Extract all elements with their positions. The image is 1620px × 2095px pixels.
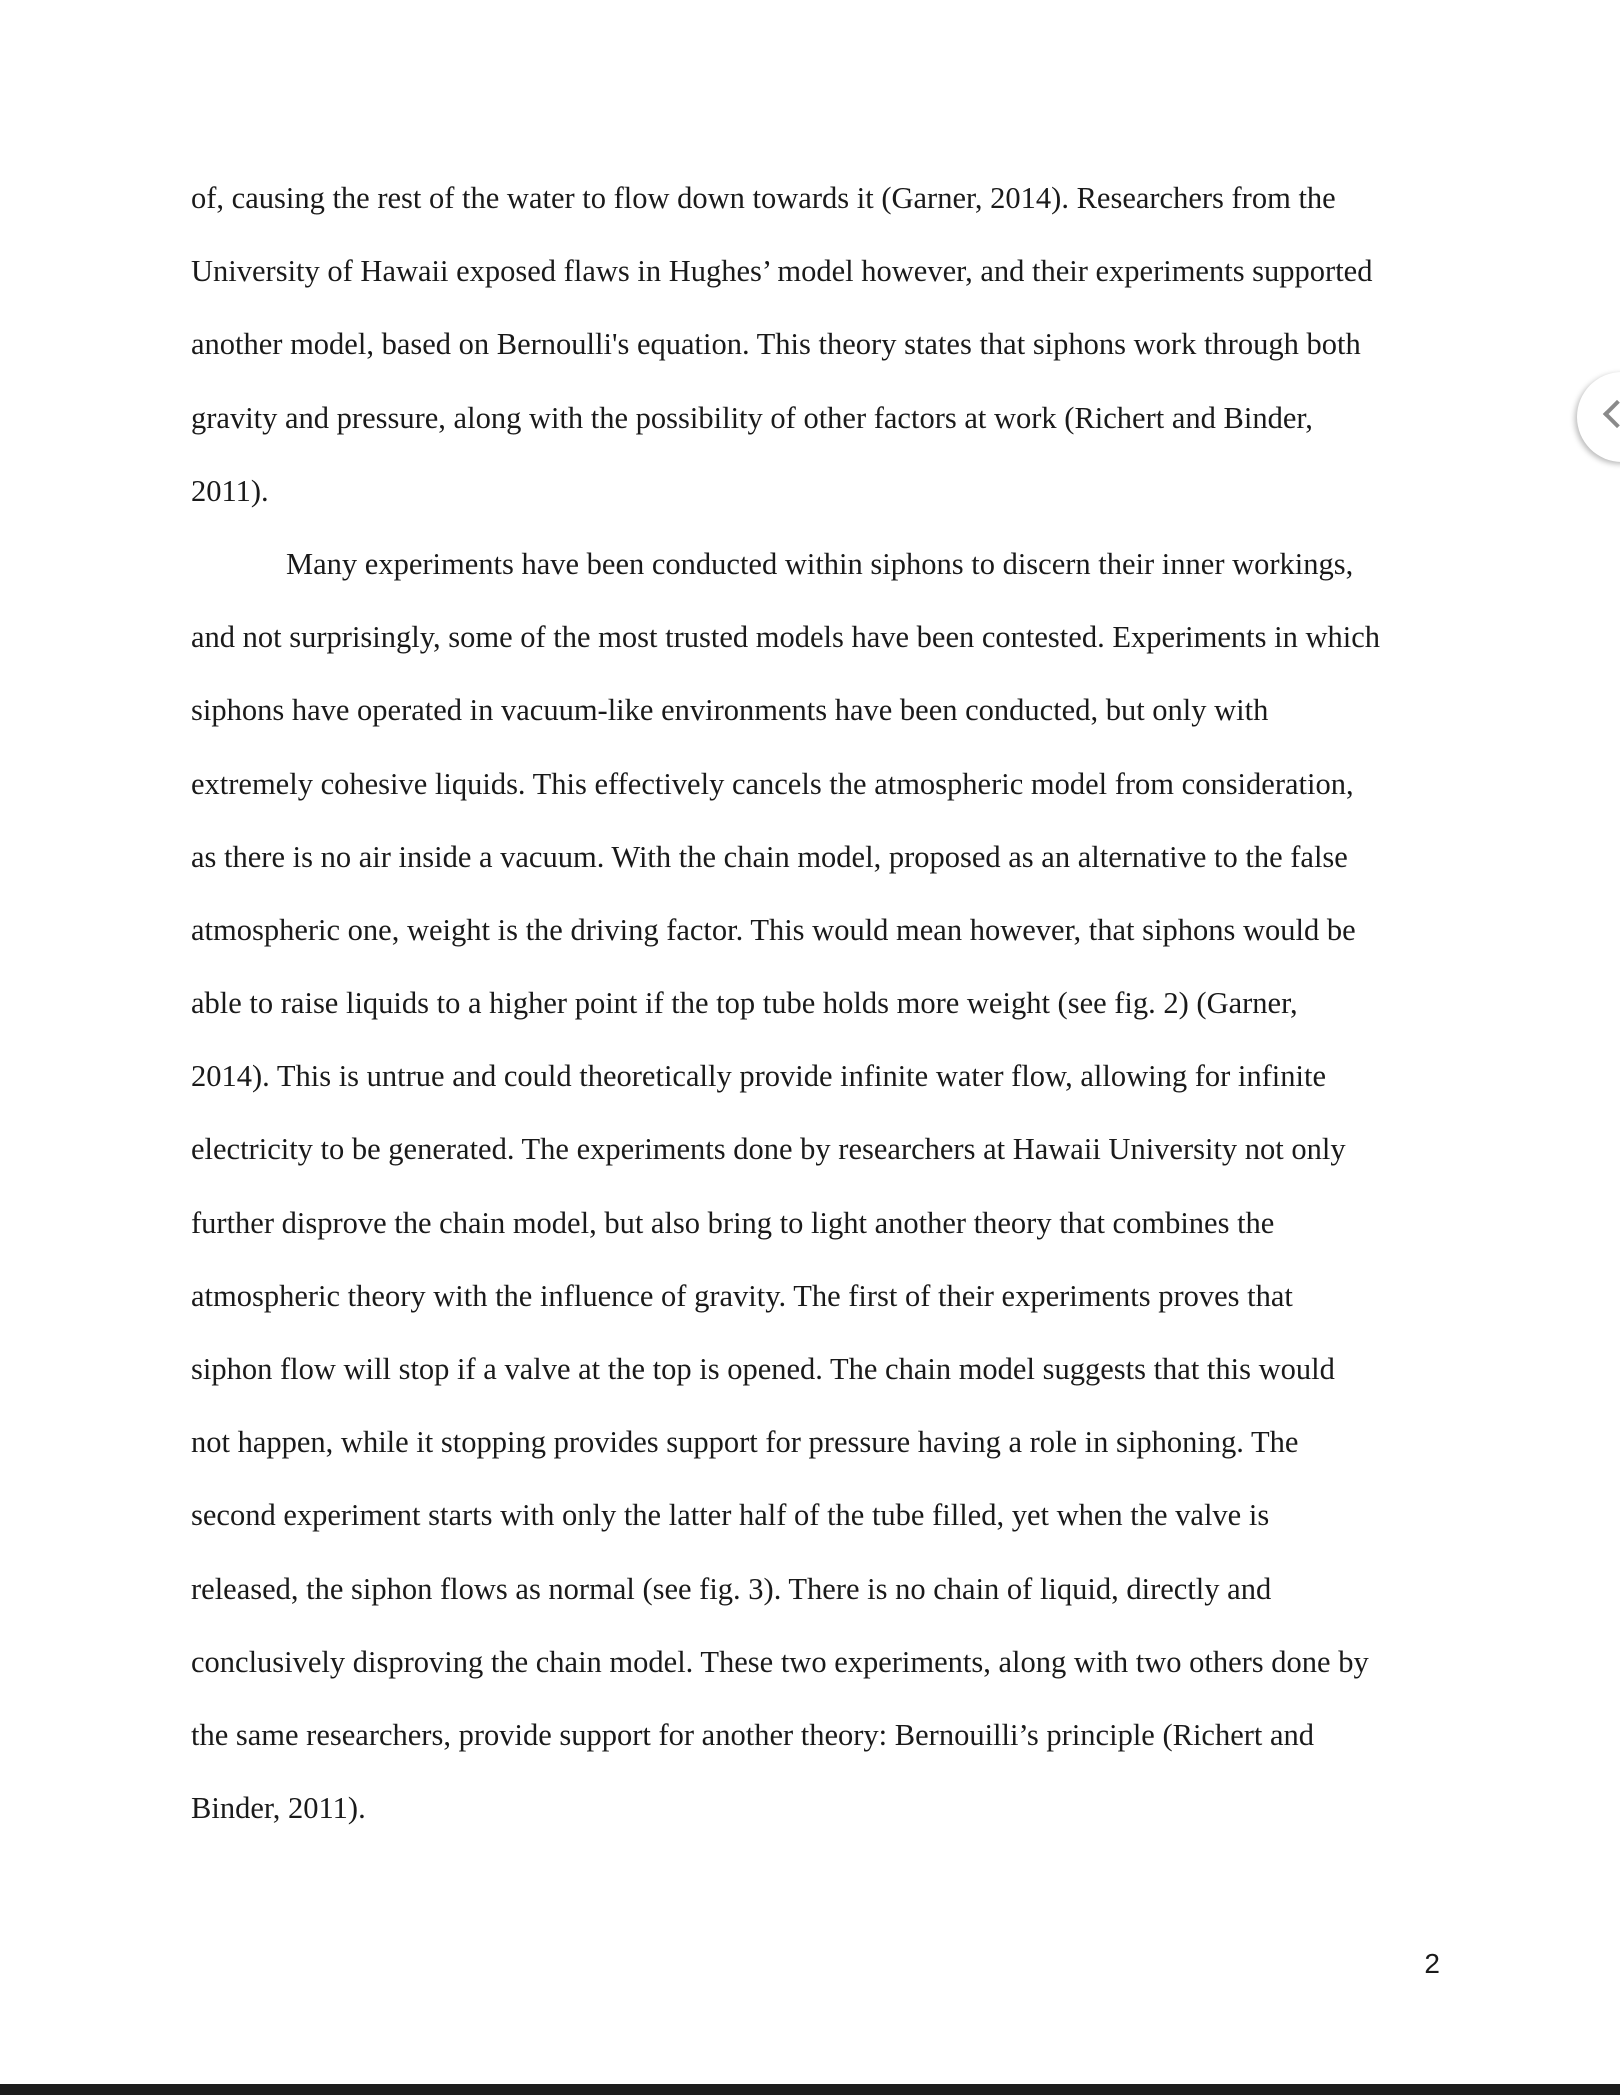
text-line: as there is no air inside a vacuum. With the chain model, proposed as an alternative to the false [191,839,1348,874]
text-line: another model, based on Bernoulli's equation. This theory states that siphons work through both [191,327,1361,362]
text-line: Binder, 2011). [191,1791,366,1826]
paragraph-first-line: Many experiments have been conducted within siphons to discern their inner workings, [286,546,1354,581]
text-line: siphon flow will stop if a valve at the top is opened. The chain model suggests that this would [191,1352,1335,1386]
text-line: further disprove the chain model, but also bring to light another theory that combines the [191,1205,1275,1240]
text-line: University of Hawaii exposed flaws in Hughes’ model however, and their experiments supported [191,254,1373,289]
text-line: 2014). This is untrue and could theoretically provide infinite water flow, allowing for infinite [191,1059,1326,1094]
text-line: gravity and pressure, along with the possibility of other factors at work (Richert and Binder, [191,400,1313,435]
text-line: and not surprisingly, some of the most trusted models have been contested. Experiments in which [191,620,1380,655]
chevron-left-icon [1603,400,1620,428]
text-line: atmospheric one, weight is the driving factor. This would mean however, that siphons would be [191,912,1356,947]
text-line: of, causing the rest of the water to flow down towards it (Garner, 2014). Researchers from the [191,181,1336,215]
page-number: 2 [1424,1948,1440,1979]
text-line: conclusively disproving the chain model. These two experiments, along with two others done by [191,1644,1369,1679]
document-body [191,162,1431,1845]
text-line: 2011). [191,473,269,508]
text-line: able to raise liquids to a higher point if the top tube holds more weight (see fig. 2) (Garner, [191,986,1298,1021]
text-line: siphons have operated in vacuum-like environments have been conducted, but only with [191,693,1269,728]
text-line: released, the siphon flows as normal (see fig. 3). There is no chain of liquid, directly and [191,1571,1272,1606]
text-line: second experiment starts with only the latter half of the tube filled, yet when the valve is [191,1498,1270,1533]
text-line: atmospheric theory with the influence of gravity. The first of their experiments proves that [191,1278,1293,1313]
bottom-edge-bar [0,2084,1620,2095]
text-line: the same researchers, provide support for another theory: Bernouilli’s principle (Richert and [191,1717,1315,1752]
text-line: extremely cohesive liquids. This effectively cancels the atmospheric model from consideration, [191,766,1354,801]
text-line: electricity to be generated. The experiments done by researchers at Hawaii University not only [191,1132,1346,1167]
text-line: not happen, while it stopping provides support for pressure having a role in siphoning. The [191,1425,1299,1460]
